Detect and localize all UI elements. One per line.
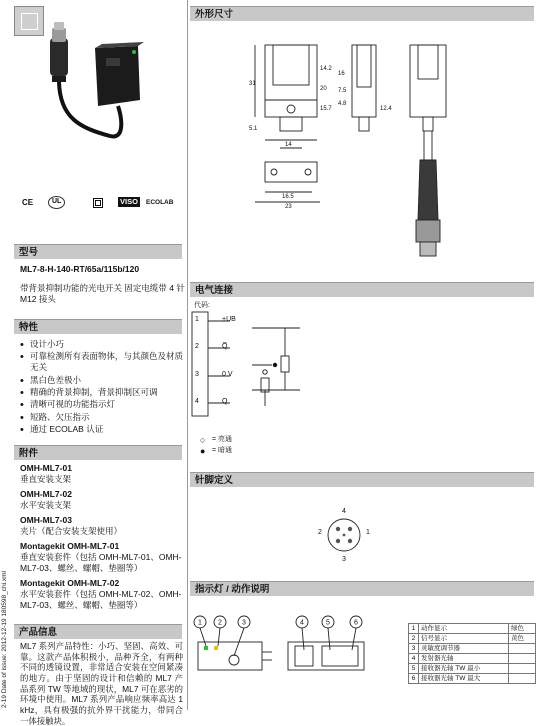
table-row: 6 接收器光轴 TW 最大: [409, 674, 536, 684]
accessory-item: OMH-ML7-03 夹片（配合安装支架使用）: [20, 515, 123, 536]
table-row: 5 接收器光轴 TW 最小: [409, 664, 536, 674]
ecolab-mark: ECOLAB: [146, 199, 174, 206]
pin-number: 4: [195, 398, 199, 405]
legend-text: = 暗通: [212, 447, 233, 454]
accessories-heading: 附件: [14, 445, 182, 460]
list-item: • 短路、欠压指示: [18, 412, 184, 423]
accessory-item: Montagekit OMH-ML7-02 水平安装套件（包括 OMH-ML7-02、OMH-ML7-03、螺丝、螺帽、垫圈等）: [20, 578, 182, 610]
pin-number: 3: [342, 556, 346, 563]
table-row: 1 动作显示 绿色: [409, 624, 536, 634]
column-divider: [187, 0, 188, 710]
callout-number: 6: [354, 619, 358, 627]
dimensions-heading: 外形尺寸: [190, 6, 534, 21]
pin-number: 3: [195, 371, 199, 378]
dim-label: 23: [285, 204, 292, 210]
callout-number: 1: [198, 619, 202, 627]
pin-label: Q̅: [222, 343, 228, 350]
model-heading: 型号: [14, 244, 182, 259]
culus-mark: UL: [48, 196, 65, 209]
pin-number: 2: [195, 343, 199, 350]
callout-number: 3: [242, 619, 246, 627]
pin-number: 4: [342, 508, 346, 515]
list-item: • 清晰可视的功能指示灯: [18, 399, 184, 410]
product-info-heading: 产品信息: [14, 624, 182, 639]
model-number: ML7-8-H-140-RT/65a/115b/120: [20, 264, 140, 274]
wiring-diagram: [190, 310, 310, 420]
list-item: • 通过 ECOLAB 认证: [18, 424, 184, 435]
visio-badge: VISO: [120, 197, 138, 206]
table-row: 2 信号显示 黄色: [409, 634, 536, 644]
dim-label: 20: [320, 86, 327, 92]
callout-number: 5: [326, 619, 330, 627]
pin-number: 1: [195, 316, 199, 323]
pin-label: Q: [222, 398, 228, 405]
dim-label: 14: [285, 142, 292, 148]
double-insulation-icon: [93, 198, 103, 208]
dark-on-symbol: ●: [200, 446, 206, 456]
pin-number: 2: [318, 529, 322, 536]
dim-label: 16: [338, 71, 345, 77]
light-on-symbol: ○: [200, 435, 206, 445]
list-item: • 精确的背景抑制，背景抑制区可调: [18, 387, 184, 398]
pin-number: 1: [366, 529, 370, 536]
dim-label: 12.4: [380, 106, 392, 112]
dim-label: 16.5: [282, 194, 294, 200]
dimension-drawing: [240, 30, 470, 260]
callout-number: 4: [300, 619, 304, 627]
features-list: [18, 339, 184, 437]
product-info-text: ML7 系列产品特性：小巧、坚固、高效、可靠。这款产品体积极小，品种齐全，有两种不同的透镜设置，非常适合安装在空间紧凑的地方。由于坚固的设计和信赖的 ML7 产品系列 TW 等地域的现状，ML7 可在恶劣的环境中使用。ML7 系列产品响应频率高达 1 kHz，具有极强的抗外界干扰能力，带同合一体接触块。: [20, 641, 183, 726]
accessory-item: OMH-ML7-01 垂直安装支架: [20, 463, 72, 484]
dim-label: 5.1: [249, 126, 258, 132]
pin-label: +UB: [222, 316, 236, 323]
pinout-heading: 针脚定义: [190, 472, 534, 487]
dim-label: 4.8: [338, 101, 347, 107]
accessory-item: Montagekit OMH-ML7-01 垂直安装套件（包括 OMH-ML7-01、OMH-ML7-03、螺丝、螺帽、垫圈等）: [20, 541, 182, 573]
pin-label: 0 V: [222, 371, 233, 378]
ce-mark: CE: [22, 198, 34, 207]
option-label: 代码:: [194, 302, 210, 309]
dim-label: 14.2: [320, 66, 332, 72]
dim-label: 15.7: [320, 106, 332, 112]
dim-label: 7.5: [338, 88, 347, 94]
table-row: 4 发射器光轴: [409, 654, 536, 664]
dim-label: 31: [249, 81, 256, 87]
product-photo: [40, 18, 160, 193]
legend-text: = 亮通: [212, 436, 233, 443]
list-item: • 黑白色差极小: [18, 375, 184, 386]
list-item: • 设计小巧: [18, 339, 184, 350]
m12-pinout-diagram: [326, 517, 362, 553]
electrical-heading: 电气连接: [190, 282, 534, 297]
table-row: 3 灵敏度调节器: [409, 644, 536, 654]
model-description: 带背景抑制功能的光电开关 固定电缆带 4 针 M12 接头: [20, 283, 185, 304]
features-heading: 特性: [14, 319, 182, 334]
indicator-drawing: [190, 612, 405, 687]
accessory-item: OMH-ML7-02 水平安装支架: [20, 489, 72, 510]
indicators-heading: 指示灯 / 动作说明: [190, 581, 534, 596]
document-footer-vertical: 2-19 Date of issue: 2012-12-19 180598_chi.xml: [1, 571, 8, 708]
callout-number: 2: [218, 619, 222, 627]
list-item: • 可靠检测所有表面物体，与其颜色及材质无关: [18, 351, 184, 373]
indicator-table: [408, 623, 536, 684]
